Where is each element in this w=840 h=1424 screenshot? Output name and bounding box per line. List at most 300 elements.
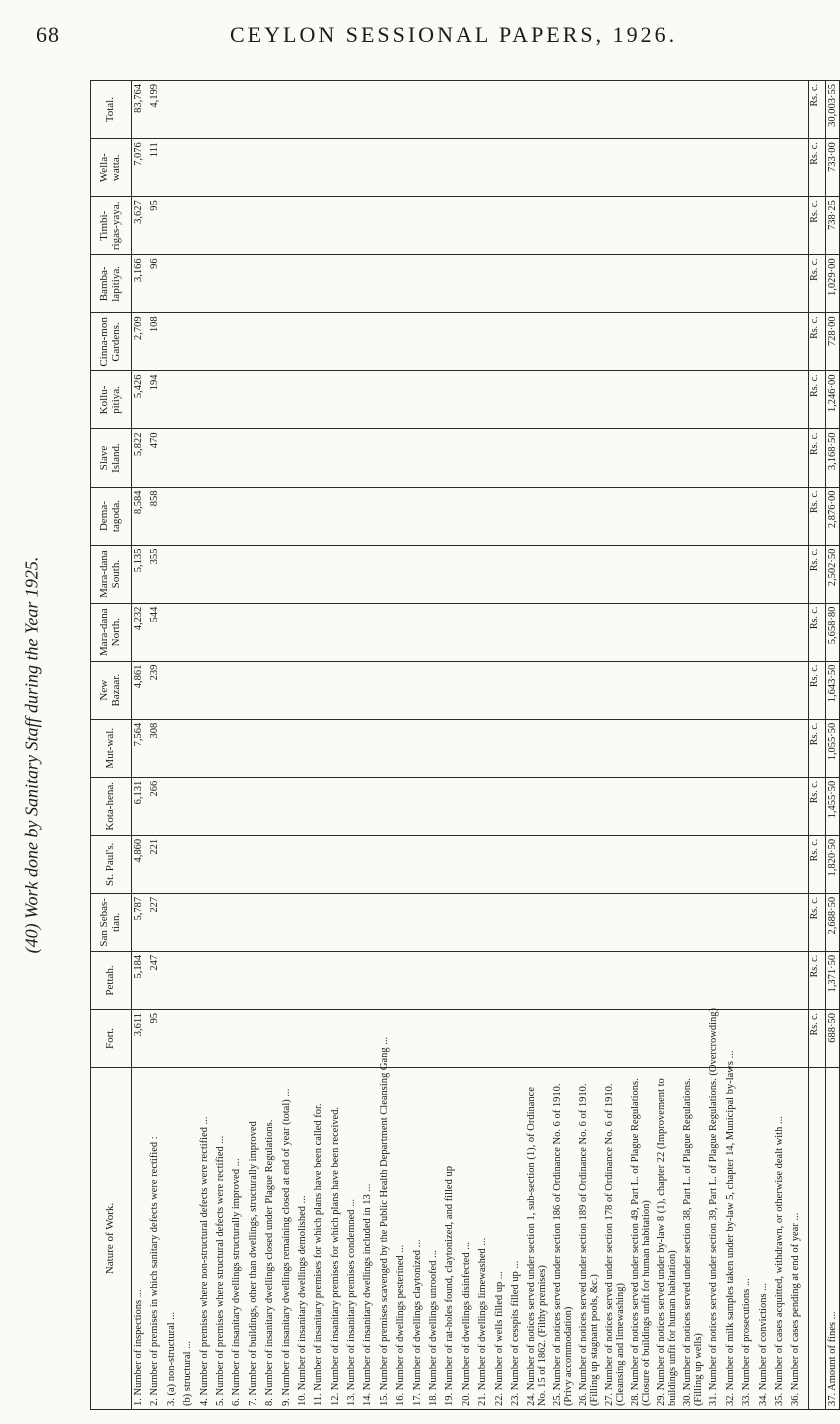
- table-cell: [264, 1013, 280, 1064]
- table-cell: [477, 607, 493, 658]
- nature-row-label: 31. Number of notices served under section 39, Part L. of Plague Regulations. (Overcrowding): [708, 1007, 720, 1406]
- table-cell: [313, 1013, 329, 1064]
- table-cell: [790, 491, 806, 542]
- table-cell: [552, 549, 578, 600]
- table-cell: [264, 897, 280, 948]
- table-cell: [395, 1013, 411, 1064]
- table-cell: [578, 258, 604, 309]
- table-cell: [656, 1013, 682, 1064]
- table-cell: [330, 258, 346, 309]
- table-cell: [166, 374, 182, 425]
- table-cell: [741, 1013, 757, 1064]
- table-cell: [461, 897, 477, 948]
- table-cell: [395, 258, 411, 309]
- table-cell: [199, 549, 215, 600]
- table-cell: [741, 374, 757, 425]
- ward-values-column: [132, 719, 809, 777]
- table-cell: [444, 491, 460, 542]
- table-cell: [182, 665, 198, 716]
- table-cell: 2,709: [133, 316, 144, 341]
- table-cell: [774, 665, 790, 716]
- table-cell: [281, 839, 297, 890]
- table-cell: [330, 723, 346, 774]
- table-cell: [630, 955, 656, 1006]
- table-cell: [428, 665, 444, 716]
- table-cell: [362, 897, 378, 948]
- table-cell: [248, 84, 264, 135]
- table-cell: [758, 781, 774, 832]
- units-label: Rs. c.: [808, 545, 825, 603]
- units-label: Rs. c.: [808, 835, 825, 893]
- table-cell: [182, 316, 198, 367]
- table-cell: [428, 316, 444, 367]
- table-cell: [199, 607, 215, 658]
- table-cell: [656, 607, 682, 658]
- table-cell: [758, 723, 774, 774]
- table-cell: [166, 1013, 182, 1064]
- table-cell: [552, 316, 578, 367]
- table-cell: [215, 316, 231, 367]
- fines-label: 37. Amount of fines ...: [825, 1068, 839, 1410]
- table-cell: [231, 781, 247, 832]
- table-cell: [166, 839, 182, 890]
- nature-row-label: 5. Number of premises where structural defects were rectified ...: [214, 1135, 226, 1406]
- ward-values-column: [132, 371, 809, 429]
- fines-value: 1,455·50: [825, 777, 839, 835]
- table-cell: [264, 955, 280, 1006]
- table-cell: [604, 839, 630, 890]
- table-cell: [708, 374, 724, 425]
- table-cell: [758, 316, 774, 367]
- table-cell: [461, 142, 477, 193]
- ward-values-column: [132, 197, 809, 255]
- table-cell: [281, 432, 297, 483]
- table-cell: [510, 781, 526, 832]
- table-cell: 470: [149, 432, 161, 449]
- table-cell: [412, 607, 428, 658]
- table-cell: [248, 607, 264, 658]
- table-cell: [461, 723, 477, 774]
- nature-row-label: 20. Number of dwellings disinfected ...: [460, 1241, 472, 1406]
- table-cell: [774, 897, 790, 948]
- table-cell: [428, 955, 444, 1006]
- table-cell: [526, 839, 552, 890]
- units-row: [808, 81, 825, 1410]
- table-cell: [656, 781, 682, 832]
- table-cell: [461, 491, 477, 542]
- table-cell: [552, 1013, 578, 1064]
- table-cell: [428, 84, 444, 135]
- fines-value: 2,502·50: [825, 545, 839, 603]
- table-cell: [656, 432, 682, 483]
- table-cell: [578, 549, 604, 600]
- table-cell: [630, 1013, 656, 1064]
- table-cell: [428, 723, 444, 774]
- table-cell: [656, 665, 682, 716]
- table-cell: [313, 374, 329, 425]
- table-cell: [444, 432, 460, 483]
- table-cell: 5,822: [133, 432, 144, 457]
- header-ward: New Bazaar.: [91, 661, 132, 719]
- table-cell: [444, 200, 460, 251]
- table-cell: [182, 549, 198, 600]
- table-cell: [346, 723, 362, 774]
- table-cell: [379, 897, 395, 948]
- table-cell: [313, 432, 329, 483]
- table-cell: [461, 839, 477, 890]
- table-cell: [682, 1013, 708, 1064]
- table-cell: [682, 897, 708, 948]
- ward-values-column: [132, 1009, 809, 1067]
- table-cell: [725, 549, 741, 600]
- nature-row-label: 4. Number of premises where non-structural defects were rectified ...: [198, 1116, 210, 1406]
- table-cell: [444, 607, 460, 658]
- table-cell: [774, 142, 790, 193]
- nature-row-label: 17. Number of dwellings claytonized ...: [411, 1239, 423, 1406]
- nature-row-label: 6. Number of insanitary dwellings structurally improved ...: [231, 1158, 243, 1406]
- table-cell: [281, 142, 297, 193]
- table-cell: [215, 258, 231, 309]
- table-cell: [708, 839, 724, 890]
- table-cell: [330, 491, 346, 542]
- nature-row-label: 19. Number of rat-holes found, claytonized, and filled up: [444, 1166, 456, 1406]
- table-cell: 266: [149, 780, 161, 797]
- table-cell: [477, 723, 493, 774]
- table-cell: [395, 665, 411, 716]
- table-cell: [725, 665, 741, 716]
- table-cell: [604, 84, 630, 135]
- table-cell: [477, 491, 493, 542]
- table-cell: [725, 897, 741, 948]
- table-cell: [182, 258, 198, 309]
- table-cell: [166, 200, 182, 251]
- table-cell: [708, 316, 724, 367]
- table-cell: [725, 432, 741, 483]
- table-cell: [281, 316, 297, 367]
- table-cell: [552, 665, 578, 716]
- table-cell: [199, 839, 215, 890]
- table-cell: [182, 607, 198, 658]
- table-cell: 308: [149, 722, 161, 739]
- table-cell: [510, 374, 526, 425]
- table-cell: [656, 491, 682, 542]
- table-cell: [215, 839, 231, 890]
- table-cell: [578, 839, 604, 890]
- table-cell: [774, 374, 790, 425]
- table-cell: [330, 897, 346, 948]
- table-cell: [215, 1013, 231, 1064]
- table-cell: [510, 432, 526, 483]
- table-cell: 5,426: [133, 374, 144, 399]
- table-cell: [630, 549, 656, 600]
- table-cell: [630, 665, 656, 716]
- table-cell: [630, 607, 656, 658]
- table-cell: [362, 549, 378, 600]
- table-cell: [682, 839, 708, 890]
- table-cell: [494, 491, 510, 542]
- table-cell: 8,584: [133, 490, 144, 515]
- table-cell: 6,131: [133, 780, 144, 805]
- table-cell: [708, 142, 724, 193]
- table-cell: [510, 549, 526, 600]
- ward-values-column: [132, 139, 809, 197]
- table-cell: [281, 723, 297, 774]
- table-cell: 7,076: [133, 142, 144, 166]
- table-cell: [790, 781, 806, 832]
- table-cell: [494, 200, 510, 251]
- table-cell: [774, 432, 790, 483]
- table-cell: [444, 781, 460, 832]
- table-cell: [741, 316, 757, 367]
- table-cell: [248, 258, 264, 309]
- nature-row-label: 36. Number of cases pending at end of year ...: [790, 1212, 802, 1406]
- table-cell: [758, 549, 774, 600]
- table-cell: [379, 665, 395, 716]
- table-cell: [494, 549, 510, 600]
- table-cell: [578, 781, 604, 832]
- table-cell: [264, 142, 280, 193]
- table-cell: [264, 781, 280, 832]
- table-cell: [248, 200, 264, 251]
- table-cell: [313, 781, 329, 832]
- table-cell: [215, 432, 231, 483]
- table-cell: [578, 491, 604, 542]
- table-cell: [428, 839, 444, 890]
- table-cell: [313, 955, 329, 1006]
- table-cell: 96: [149, 258, 161, 269]
- table-cell: [412, 316, 428, 367]
- nature-row-label: 34. Number of convictions ...: [757, 1282, 769, 1406]
- table-cell: [264, 200, 280, 251]
- table-cell: [656, 955, 682, 1006]
- table-cell: [444, 1013, 460, 1064]
- table-cell: [330, 84, 346, 135]
- table-cell: [708, 607, 724, 658]
- units-label: Rs. c.: [808, 255, 825, 313]
- table-cell: [166, 432, 182, 483]
- table-cell: [395, 142, 411, 193]
- table-cell: [494, 316, 510, 367]
- units-label: Rs. c.: [808, 951, 825, 1009]
- table-cell: 108: [149, 316, 161, 333]
- table-cell: [231, 258, 247, 309]
- table-cell: [362, 374, 378, 425]
- table-cell: [758, 955, 774, 1006]
- table-cell: [412, 665, 428, 716]
- table-cell: [264, 258, 280, 309]
- table-cell: [264, 491, 280, 542]
- table-cell: [656, 258, 682, 309]
- table-cell: [313, 316, 329, 367]
- table-cell: [346, 1013, 362, 1064]
- table-cell: [231, 432, 247, 483]
- table-cell: [444, 374, 460, 425]
- table-cell: [199, 491, 215, 542]
- table-cell: [461, 374, 477, 425]
- table-cell: [656, 142, 682, 193]
- table-cell: [313, 84, 329, 135]
- table-cell: [166, 781, 182, 832]
- table-cell: [604, 258, 630, 309]
- table-cell: [231, 549, 247, 600]
- table-cell: [379, 316, 395, 367]
- table-cell: [604, 374, 630, 425]
- table-cell: [362, 665, 378, 716]
- table-cell: [346, 84, 362, 135]
- table-cell: [199, 432, 215, 483]
- table-cell: [708, 665, 724, 716]
- table-cell: [281, 491, 297, 542]
- table-cell: [477, 1013, 493, 1064]
- table-cell: [578, 723, 604, 774]
- table-cell: [313, 200, 329, 251]
- header-nature-of-work: Nature of Work.: [91, 1068, 132, 1410]
- table-cell: [166, 258, 182, 309]
- table-cell: [741, 549, 757, 600]
- table-cell: [313, 897, 329, 948]
- table-cell: [297, 607, 313, 658]
- table-cell: 7,564: [133, 722, 144, 747]
- table-cell: [630, 839, 656, 890]
- table-cell: [741, 491, 757, 542]
- table-cell: [395, 897, 411, 948]
- table-cell: [231, 200, 247, 251]
- ward-values-column: [132, 81, 809, 139]
- table-body-row: [132, 81, 809, 1410]
- table-cell: [346, 781, 362, 832]
- table-cell: [444, 258, 460, 309]
- table-cell: [248, 432, 264, 483]
- table-cell: [526, 607, 552, 658]
- fines-value: 1,055·50: [825, 719, 839, 777]
- table-cell: [708, 897, 724, 948]
- header-ward: Mara-dana North.: [91, 603, 132, 661]
- table-cell: [330, 1013, 346, 1064]
- table-cell: [297, 316, 313, 367]
- table-cell: [248, 491, 264, 542]
- table-cell: [395, 607, 411, 658]
- table-cell: [741, 84, 757, 135]
- table-cell: [362, 432, 378, 483]
- table-cell: [790, 432, 806, 483]
- table-cell: [741, 955, 757, 1006]
- table-cell: [248, 723, 264, 774]
- table-cell: [461, 84, 477, 135]
- table-cell: [461, 607, 477, 658]
- table-cell: [604, 607, 630, 658]
- table-cell: [428, 607, 444, 658]
- nature-row-label: 1. Number of inspections ...: [133, 1289, 144, 1406]
- table-cell: [444, 839, 460, 890]
- header-ward: Wella-watta.: [91, 139, 132, 197]
- fines-row: [825, 81, 839, 1410]
- nature-row-label: 14. Number of insanitary dwellings included in 13 ...: [362, 1183, 374, 1406]
- table-cell: [708, 549, 724, 600]
- table-cell: [313, 491, 329, 542]
- table-cell: [297, 781, 313, 832]
- fines-value: 5,658·80: [825, 603, 839, 661]
- table-cell: [281, 549, 297, 600]
- table-cell: 5,135: [133, 548, 144, 573]
- nature-row-label: 3. (a) non-structural ...: [165, 1311, 177, 1406]
- units-label: Rs. c.: [808, 777, 825, 835]
- table-cell: [494, 84, 510, 135]
- table-cell: [428, 142, 444, 193]
- table-cell: 5,787: [133, 896, 144, 921]
- table-cell: [526, 258, 552, 309]
- table-cell: [248, 1013, 264, 1064]
- table-cell: [199, 781, 215, 832]
- table-cell: [774, 200, 790, 251]
- nature-row-label: 12. Number of insanitary premises for which plans have been received.: [329, 1106, 341, 1406]
- table-cell: [682, 723, 708, 774]
- table-cell: [477, 200, 493, 251]
- table-cell: [346, 432, 362, 483]
- table-cell: [248, 897, 264, 948]
- table-cell: [330, 200, 346, 251]
- table-cell: [741, 142, 757, 193]
- table-cell: [330, 839, 346, 890]
- table-cell: [477, 665, 493, 716]
- table-cell: [758, 897, 774, 948]
- table-cell: [379, 200, 395, 251]
- table-cell: [578, 200, 604, 251]
- table-cell: [682, 665, 708, 716]
- table-cell: [428, 374, 444, 425]
- table-cell: 111: [149, 142, 161, 158]
- table-cell: [215, 142, 231, 193]
- table-cell: [281, 665, 297, 716]
- table-cell: [477, 897, 493, 948]
- table-cell: [231, 142, 247, 193]
- table-cell: [708, 781, 724, 832]
- table-cell: [330, 374, 346, 425]
- table-cell: [379, 549, 395, 600]
- table-cell: [248, 316, 264, 367]
- table-cell: [552, 84, 578, 135]
- fines-value: 1,246·00: [825, 371, 839, 429]
- table-cell: [281, 1013, 297, 1064]
- table-cell: [412, 374, 428, 425]
- table-cell: [395, 549, 411, 600]
- table-cell: [199, 1013, 215, 1064]
- table-cell: [395, 84, 411, 135]
- table-cell: [346, 258, 362, 309]
- nature-row-label: 24. Number of notices served under section 1, sub-section (1), of Ordinance No. 15 of 1862. (Filthy premises): [526, 1087, 549, 1406]
- table-cell: [741, 200, 757, 251]
- table-cell: [552, 258, 578, 309]
- table-cell: [552, 723, 578, 774]
- table-cell: [604, 316, 630, 367]
- table-cell: [725, 781, 741, 832]
- table-cell: [461, 781, 477, 832]
- table-cell: [526, 955, 552, 1006]
- ward-values-column: [132, 893, 809, 951]
- table-cell: [412, 491, 428, 542]
- table-cell: [362, 142, 378, 193]
- table-cell: 95: [149, 200, 161, 211]
- table-cell: [682, 200, 708, 251]
- table-cell: [477, 781, 493, 832]
- table-cell: [604, 665, 630, 716]
- table-cell: [412, 200, 428, 251]
- table-cell: [758, 1013, 774, 1064]
- table-cell: [477, 549, 493, 600]
- table-cell: [428, 258, 444, 309]
- table-cell: [313, 142, 329, 193]
- table-cell: [346, 200, 362, 251]
- table-cell: [604, 781, 630, 832]
